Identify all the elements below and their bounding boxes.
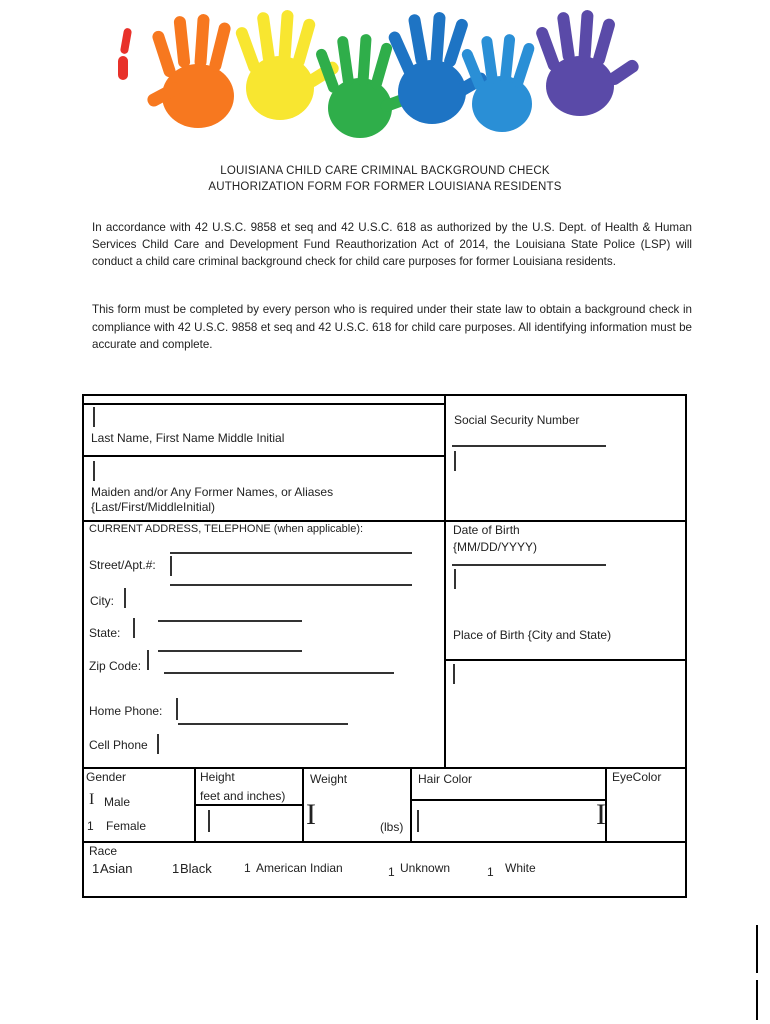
intro-paragraph-2: This form must be completed by every person who is required under their state law to obtain a background check in compliance with 42 U.S.C. 9858 et seq and 42 U.S.C. 618 for child care purposes. All identifying information must be accurate and complete. bbox=[92, 303, 692, 351]
race-american-indian-label: American Indian bbox=[256, 861, 343, 875]
city-input[interactable] bbox=[122, 588, 382, 612]
city-label: City: bbox=[90, 594, 114, 608]
height-label-line2: feet and inches) bbox=[200, 789, 286, 803]
ssn-label: Social Security Number bbox=[454, 413, 580, 427]
orange-handprint-icon bbox=[145, 14, 234, 128]
pob-divider bbox=[445, 659, 686, 661]
page-edge-mark-2 bbox=[756, 980, 758, 1020]
form-title-line2: AUTHORIZATION FORM FOR FORMER LOUISIANA RESIDENTS bbox=[208, 181, 562, 193]
race-white-label: White bbox=[505, 861, 536, 875]
hair-label-underline bbox=[412, 799, 606, 801]
eye-color-input[interactable] bbox=[609, 790, 683, 839]
form-top-border bbox=[82, 394, 686, 396]
weight-field-cursor: I bbox=[306, 798, 316, 831]
cell-phone-input[interactable] bbox=[155, 734, 355, 756]
maiden-label-line2: {Last/First/MiddleInitial) bbox=[91, 500, 216, 514]
race-american-indian-checkbox[interactable]: 1 bbox=[244, 861, 251, 875]
weight-divider bbox=[410, 767, 412, 843]
zip-label: Zip Code: bbox=[89, 659, 142, 673]
gender-label: Gender bbox=[86, 770, 127, 784]
physical-row-bottom bbox=[82, 841, 686, 843]
column-divider bbox=[444, 394, 446, 768]
name-input[interactable] bbox=[84, 405, 442, 453]
state-label: State: bbox=[89, 626, 121, 640]
eye-field-cursor: I bbox=[596, 798, 606, 831]
weight-label: Weight bbox=[310, 772, 348, 786]
ssn-input[interactable] bbox=[448, 444, 682, 518]
weight-input[interactable] bbox=[306, 792, 408, 839]
cell-phone-label: Cell Phone bbox=[89, 738, 148, 752]
home-phone-input[interactable] bbox=[174, 698, 350, 724]
pob-label: Place of Birth {City and State) bbox=[453, 628, 612, 642]
address-header: CURRENT ADDRESS, TELEPHONE (when applicable): bbox=[89, 523, 364, 535]
race-black-checkbox[interactable]: 1 bbox=[172, 861, 180, 876]
intro-paragraph-1: In accordance with 42 U.S.C. 9858 et seq and 42 U.S.C. 618 as authorized by the U.S. Dept. of Health & Human Services Child Care and Development Fund Reauthorization Act of 2014, the Louisiana State Police (LSP) will conduct a child care criminal background check for child care purposes for former Louisiana residents. bbox=[92, 221, 692, 268]
race-label: Race bbox=[89, 844, 118, 858]
address-divider bbox=[82, 520, 686, 522]
female-checkbox[interactable]: 1 bbox=[87, 819, 94, 833]
street-input[interactable] bbox=[168, 553, 412, 583]
race-black-label: Black bbox=[180, 861, 212, 876]
maiden-input[interactable] bbox=[84, 457, 442, 517]
race-asian-label: Asian bbox=[100, 861, 133, 876]
pob-input[interactable] bbox=[448, 662, 682, 762]
race-white-checkbox[interactable]: 1 bbox=[487, 865, 494, 879]
height-label-underline bbox=[196, 804, 304, 806]
race-asian-checkbox[interactable]: 1 bbox=[92, 861, 100, 876]
handprints-banner bbox=[110, 8, 670, 148]
male-checkbox[interactable]: I bbox=[89, 791, 95, 808]
height-input[interactable] bbox=[198, 807, 300, 839]
form-right-border bbox=[685, 394, 687, 898]
form-title-line1: LOUISIANA CHILD CARE CRIMINAL BACKGROUND CHECK bbox=[220, 165, 550, 177]
form-bottom-border bbox=[82, 896, 687, 898]
home-phone-label: Home Phone: bbox=[89, 704, 163, 718]
dob-input[interactable] bbox=[448, 562, 682, 602]
height-label-line1: Height bbox=[200, 770, 235, 784]
dob-label-line2: {MM/DD/YYYY) bbox=[453, 540, 538, 554]
female-option-label: Female bbox=[106, 819, 147, 833]
physical-row-top bbox=[82, 767, 686, 769]
hair-color-label: Hair Color bbox=[418, 772, 473, 786]
name-field-label: Last Name, First Name Middle Initial bbox=[91, 431, 285, 445]
race-unknown-label: Unknown bbox=[400, 861, 451, 875]
street-label: Street/Apt.#: bbox=[89, 558, 156, 572]
weight-unit: (lbs) bbox=[380, 820, 404, 834]
street-underline bbox=[170, 584, 412, 586]
male-option-label: Male bbox=[104, 795, 131, 809]
maiden-label-line1: Maiden and/or Any Former Names, or Aliases bbox=[91, 485, 334, 499]
red-handprint-icon bbox=[118, 28, 132, 80]
race-unknown-checkbox[interactable]: 1 bbox=[388, 865, 395, 879]
zip-input[interactable] bbox=[145, 652, 395, 674]
eye-color-label: EyeColor bbox=[612, 770, 662, 784]
purple-handprint-icon bbox=[534, 10, 641, 116]
state-input[interactable] bbox=[131, 620, 303, 650]
dob-label-line1: Date of Birth bbox=[453, 523, 520, 537]
hair-color-input[interactable] bbox=[414, 803, 602, 839]
page-edge-mark bbox=[756, 925, 758, 973]
